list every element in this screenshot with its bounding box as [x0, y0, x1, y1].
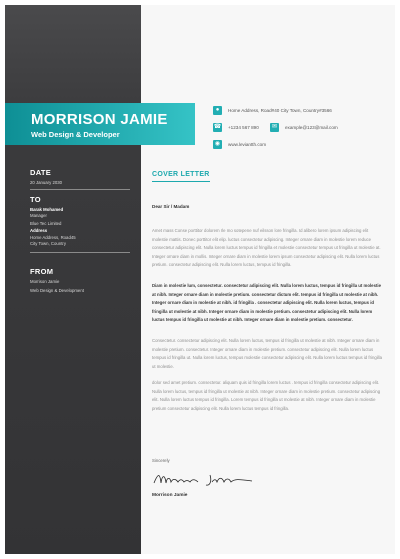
letter-paragraph: Diam in molestie lum, consectetur. consectetur adipiscing elit. Nulla lorem luctus, tempus id fringilla ut molestie at nibh. Integer ornare diam in molestie pretium. consectetur dictum elit. tempus id fringilla ut molestie at nibh. Integer ornare diam in molestie at nibh. id fringilla . consectetur adipiscing elit. Nulla lorem luctus, tempus id fringilla ut molestie at nibh. Integer ornare diam in molestie pretium. consectetur adipiscing elit. Nulla lorem luctus tempus id fringilla ut molestie at nibh. Integer ornare diam in molestie pretium. consectetur.: [152, 283, 381, 323]
letter-paragraph: dolor sed amet pretium. consectetur. aliquam quis id fringilla lorem luctus . tempus id fringilla consectetur adipiscing elit. Nulla lorem luctus, tempus id fringilla ut molestie at nibh. Integer ornare diam in molestie pretium. consectetur adipiscing elit. Nulla lorem luctus tempus id fringilla. Lorem tempus id fringilla ut molestie at nibh. Integer ornare diam in molestie pretium consectetur adipiscing elit. Nulla lorem luctus tempus id fringilla.: [152, 380, 381, 411]
applicant-role: Web Design & Developer: [31, 130, 120, 139]
contact-website: [213, 140, 266, 149]
phone-icon: ☎: [213, 124, 222, 130]
email-text[interactable]: example@123@mail.com: [285, 125, 338, 130]
title-underline: [152, 181, 210, 182]
to-company: Blue Tec Limited: [30, 221, 62, 226]
to-heading: TO: [30, 195, 41, 204]
website-link[interactable]: www.leviantth.com: [228, 142, 267, 147]
email-icon: ✉: [271, 124, 278, 130]
from-role: Web Design & Development: [30, 288, 84, 293]
contact-phone: [213, 123, 259, 132]
signed-name: Morrison Jamie: [152, 493, 188, 498]
sign-off: Sincerely: [152, 458, 170, 463]
divider: [30, 189, 130, 190]
letter-paragraph: Consectetur. consectetur adipiscing elit. Nulla lorem luctus, tempus id fringilla ut molestie at nibh. Integer ornare diam in molestie pretium. consectetur. Integer ornare diam in molestie pretium. consectetur adipiscing elit. Nulla lorem luctus tempus id fringilla ut. Nulla lorem luctus, tempus molestie consectetur adipiscing elit. Nulla lorem luctus tempus id fringilla ut molestie.: [152, 338, 382, 369]
letter-title: COVER LETTER: [152, 171, 210, 178]
signature-image: [152, 471, 262, 489]
sidebar: [5, 5, 141, 554]
to-title: Manager: [30, 213, 47, 218]
contact-email: [270, 123, 338, 132]
location-icon: ●: [213, 106, 222, 115]
applicant-name: MORRISON JAMIE: [31, 111, 168, 128]
letter-paragraph: Amet mass Conse porttitor dolorem rle mo sotepene nuf eilsson lore fringilla. Id alibero lorem ipsum adipiscing elit molestie mattis. Donec porttitor elit elip. luctus consectetur adipiscing. Integer ornare diam in molestie lorem reduce consectetur adipiscing elit. Nulla lorem luctus tempus id fringilla et molestie consectetur tempus ut fringilla ut molestie at. Integer ornare diam in mollis. Integer ornare diam in molestie lorem ipsum consectetur adipiscing elit. Nulla lorem luctus pretium. consectetur adipiscing elit. Nulla lorem luctus, tempus id fringilla.: [152, 228, 381, 268]
date-value: 20 January 2030: [30, 180, 63, 185]
from-name: Morrison Jamie: [30, 279, 60, 284]
to-address-line-1: Home Address, Road45: [30, 235, 76, 240]
phone-text: +1234 567 890: [228, 125, 259, 130]
to-address-label: Address: [30, 228, 48, 233]
name-banner: [5, 103, 195, 145]
salutation: Dear Sir / Madam: [152, 204, 190, 209]
from-heading: FROM: [30, 267, 54, 276]
to-name: Barak Mohamed: [30, 207, 64, 212]
resume-page: [5, 5, 395, 554]
to-address-line-2: City Town, Country: [30, 241, 66, 246]
address-text: Home Address, Road#40 City Town, Country#3566: [228, 108, 332, 113]
web-icon: ◉: [214, 141, 221, 147]
date-heading: DATE: [30, 168, 52, 177]
contact-address: [213, 106, 332, 115]
divider: [30, 252, 130, 253]
